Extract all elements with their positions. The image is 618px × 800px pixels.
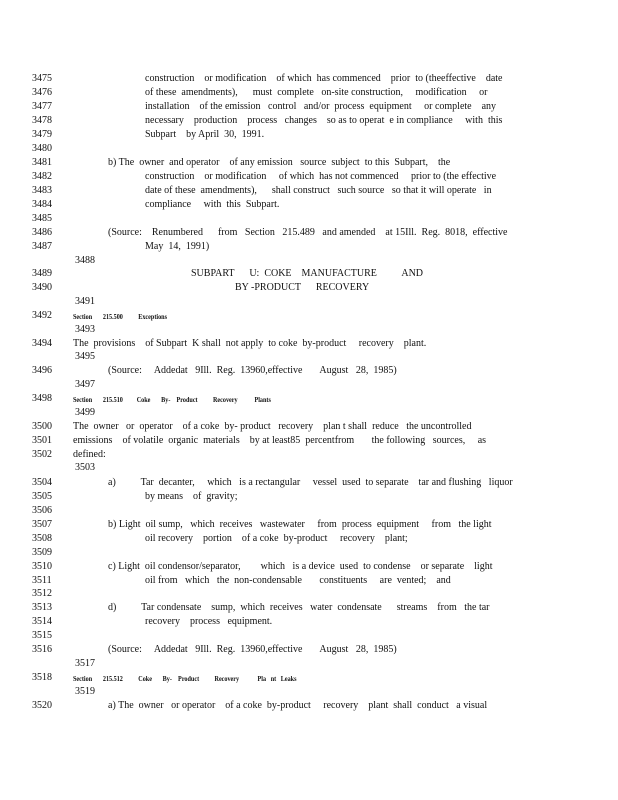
line-text: a) Tar decanter, which is a rectangular vessel used to separate tar and flushing liquor <box>108 477 513 488</box>
line-number: 3477 <box>32 101 52 112</box>
line-text: (Source: Addedat 9Ill. Reg. 13960,effective August 28, 1985) <box>108 365 397 376</box>
line-text: defined: <box>73 449 106 460</box>
line-number: 3476 <box>32 87 52 98</box>
line-number: 3504 <box>32 477 52 488</box>
line-number: 3518 <box>32 672 52 683</box>
line-number: 3509 <box>32 547 52 558</box>
line-number: 3493 <box>75 324 95 335</box>
line-number: 3506 <box>32 505 52 516</box>
line-text: (Source: Addedat 9Ill. Reg. 13960,effective August 28, 1985) <box>108 644 397 655</box>
line-number: 3489 <box>32 268 52 279</box>
line-text: The owner or operator of a coke by- product recovery plan t shall reduce the uncontrolled <box>73 421 472 432</box>
line-number: 3515 <box>32 630 52 641</box>
line-number: 3507 <box>32 519 52 530</box>
line-text: recovery process equipment. <box>145 616 273 627</box>
section-heading: Section 215.510 Coke By- Product Recovery Plants <box>73 395 271 404</box>
line-number: 3505 <box>32 491 52 502</box>
line-number: 3483 <box>32 185 52 196</box>
line-text: by means of gravity; <box>145 491 238 502</box>
line-number: 3478 <box>32 115 52 126</box>
line-number: 3484 <box>32 199 52 210</box>
line-number: 3495 <box>75 351 95 362</box>
line-text: emissions of volatile organic materials by at least85 percentfrom the following sources, as <box>73 435 487 446</box>
line-number: 3485 <box>32 213 52 224</box>
line-number: 3491 <box>75 296 95 307</box>
heading-line: SUBPART U: COKE MANUFACTURE AND <box>191 268 424 279</box>
section-heading: Section 215.500 Exceptions <box>73 312 167 321</box>
line-number: 3508 <box>32 533 52 544</box>
line-text: of these amendments), must complete on-site construction, modification or <box>145 87 488 98</box>
line-number: 3494 <box>32 338 52 349</box>
heading-line: BY -PRODUCT RECOVERY <box>235 282 370 293</box>
section-heading: Section 215.512 Coke By- Product Recovery Pla nt Leaks <box>73 674 297 683</box>
line-number: 3516 <box>32 644 52 655</box>
line-number: 3517 <box>75 658 95 669</box>
line-text: (Source: Renumbered from Section 215.489 and amended at 15Ill. Reg. 8018, effective <box>108 227 508 238</box>
line-number: 3511 <box>32 575 52 586</box>
line-text: May 14, 1991) <box>145 241 210 252</box>
line-number: 3501 <box>32 435 52 446</box>
line-number: 3503 <box>75 462 95 473</box>
line-number: 3492 <box>32 310 52 321</box>
line-number: 3487 <box>32 241 52 252</box>
line-text: construction or modification of which has commenced prior to (theeffective date <box>145 73 503 84</box>
line-text: d) Tar condensate sump, which receives water condensate streams from the tar <box>108 602 490 613</box>
line-number: 3479 <box>32 129 52 140</box>
line-number: 3499 <box>75 407 95 418</box>
line-number: 3475 <box>32 73 52 84</box>
line-number: 3520 <box>32 700 52 711</box>
line-text: installation of the emission control and/or process equipment or complete any <box>145 101 497 112</box>
line-number: 3513 <box>32 602 52 613</box>
line-text: compliance with this Subpart. <box>145 199 280 210</box>
line-text: Subpart by April 30, 1991. <box>145 129 265 140</box>
line-number: 3480 <box>32 143 52 154</box>
line-number: 3512 <box>32 588 52 599</box>
line-text: oil recovery portion of a coke by-product recovery plant; <box>145 533 408 544</box>
line-number: 3481 <box>32 157 52 168</box>
line-text: date of these amendments), shall construct such source so that it will operate in <box>145 185 492 196</box>
line-number: 3496 <box>32 365 52 376</box>
line-number: 3488 <box>75 255 95 266</box>
line-number: 3498 <box>32 393 52 404</box>
line-number: 3519 <box>75 686 95 697</box>
line-text: b) Light oil sump, which receives wastewater from process equipment from the light <box>108 519 492 530</box>
line-text: construction or modification of which has not commenced prior to (the effective <box>145 171 497 182</box>
line-text: b) The owner and operator of any emission source subject to this Subpart, the <box>108 157 451 168</box>
line-text: c) Light oil condensor/separator, which is a device used to condense or separate light <box>108 561 493 572</box>
line-text: a) The owner or operator of a coke by-product recovery plant shall conduct a visual <box>108 700 488 711</box>
line-number: 3514 <box>32 616 52 627</box>
line-number: 3510 <box>32 561 52 572</box>
line-number: 3502 <box>32 449 52 460</box>
line-text: necessary production process changes so as to operat e in compliance with this <box>145 115 503 126</box>
line-text: The provisions of Subpart K shall not apply to coke by-product recovery plant. <box>73 338 427 349</box>
line-number: 3497 <box>75 379 95 390</box>
line-text: oil from which the non-condensable constituents are vented; and <box>145 575 451 586</box>
line-number: 3486 <box>32 227 52 238</box>
line-number: 3490 <box>32 282 52 293</box>
line-number: 3482 <box>32 171 52 182</box>
line-number: 3500 <box>32 421 52 432</box>
